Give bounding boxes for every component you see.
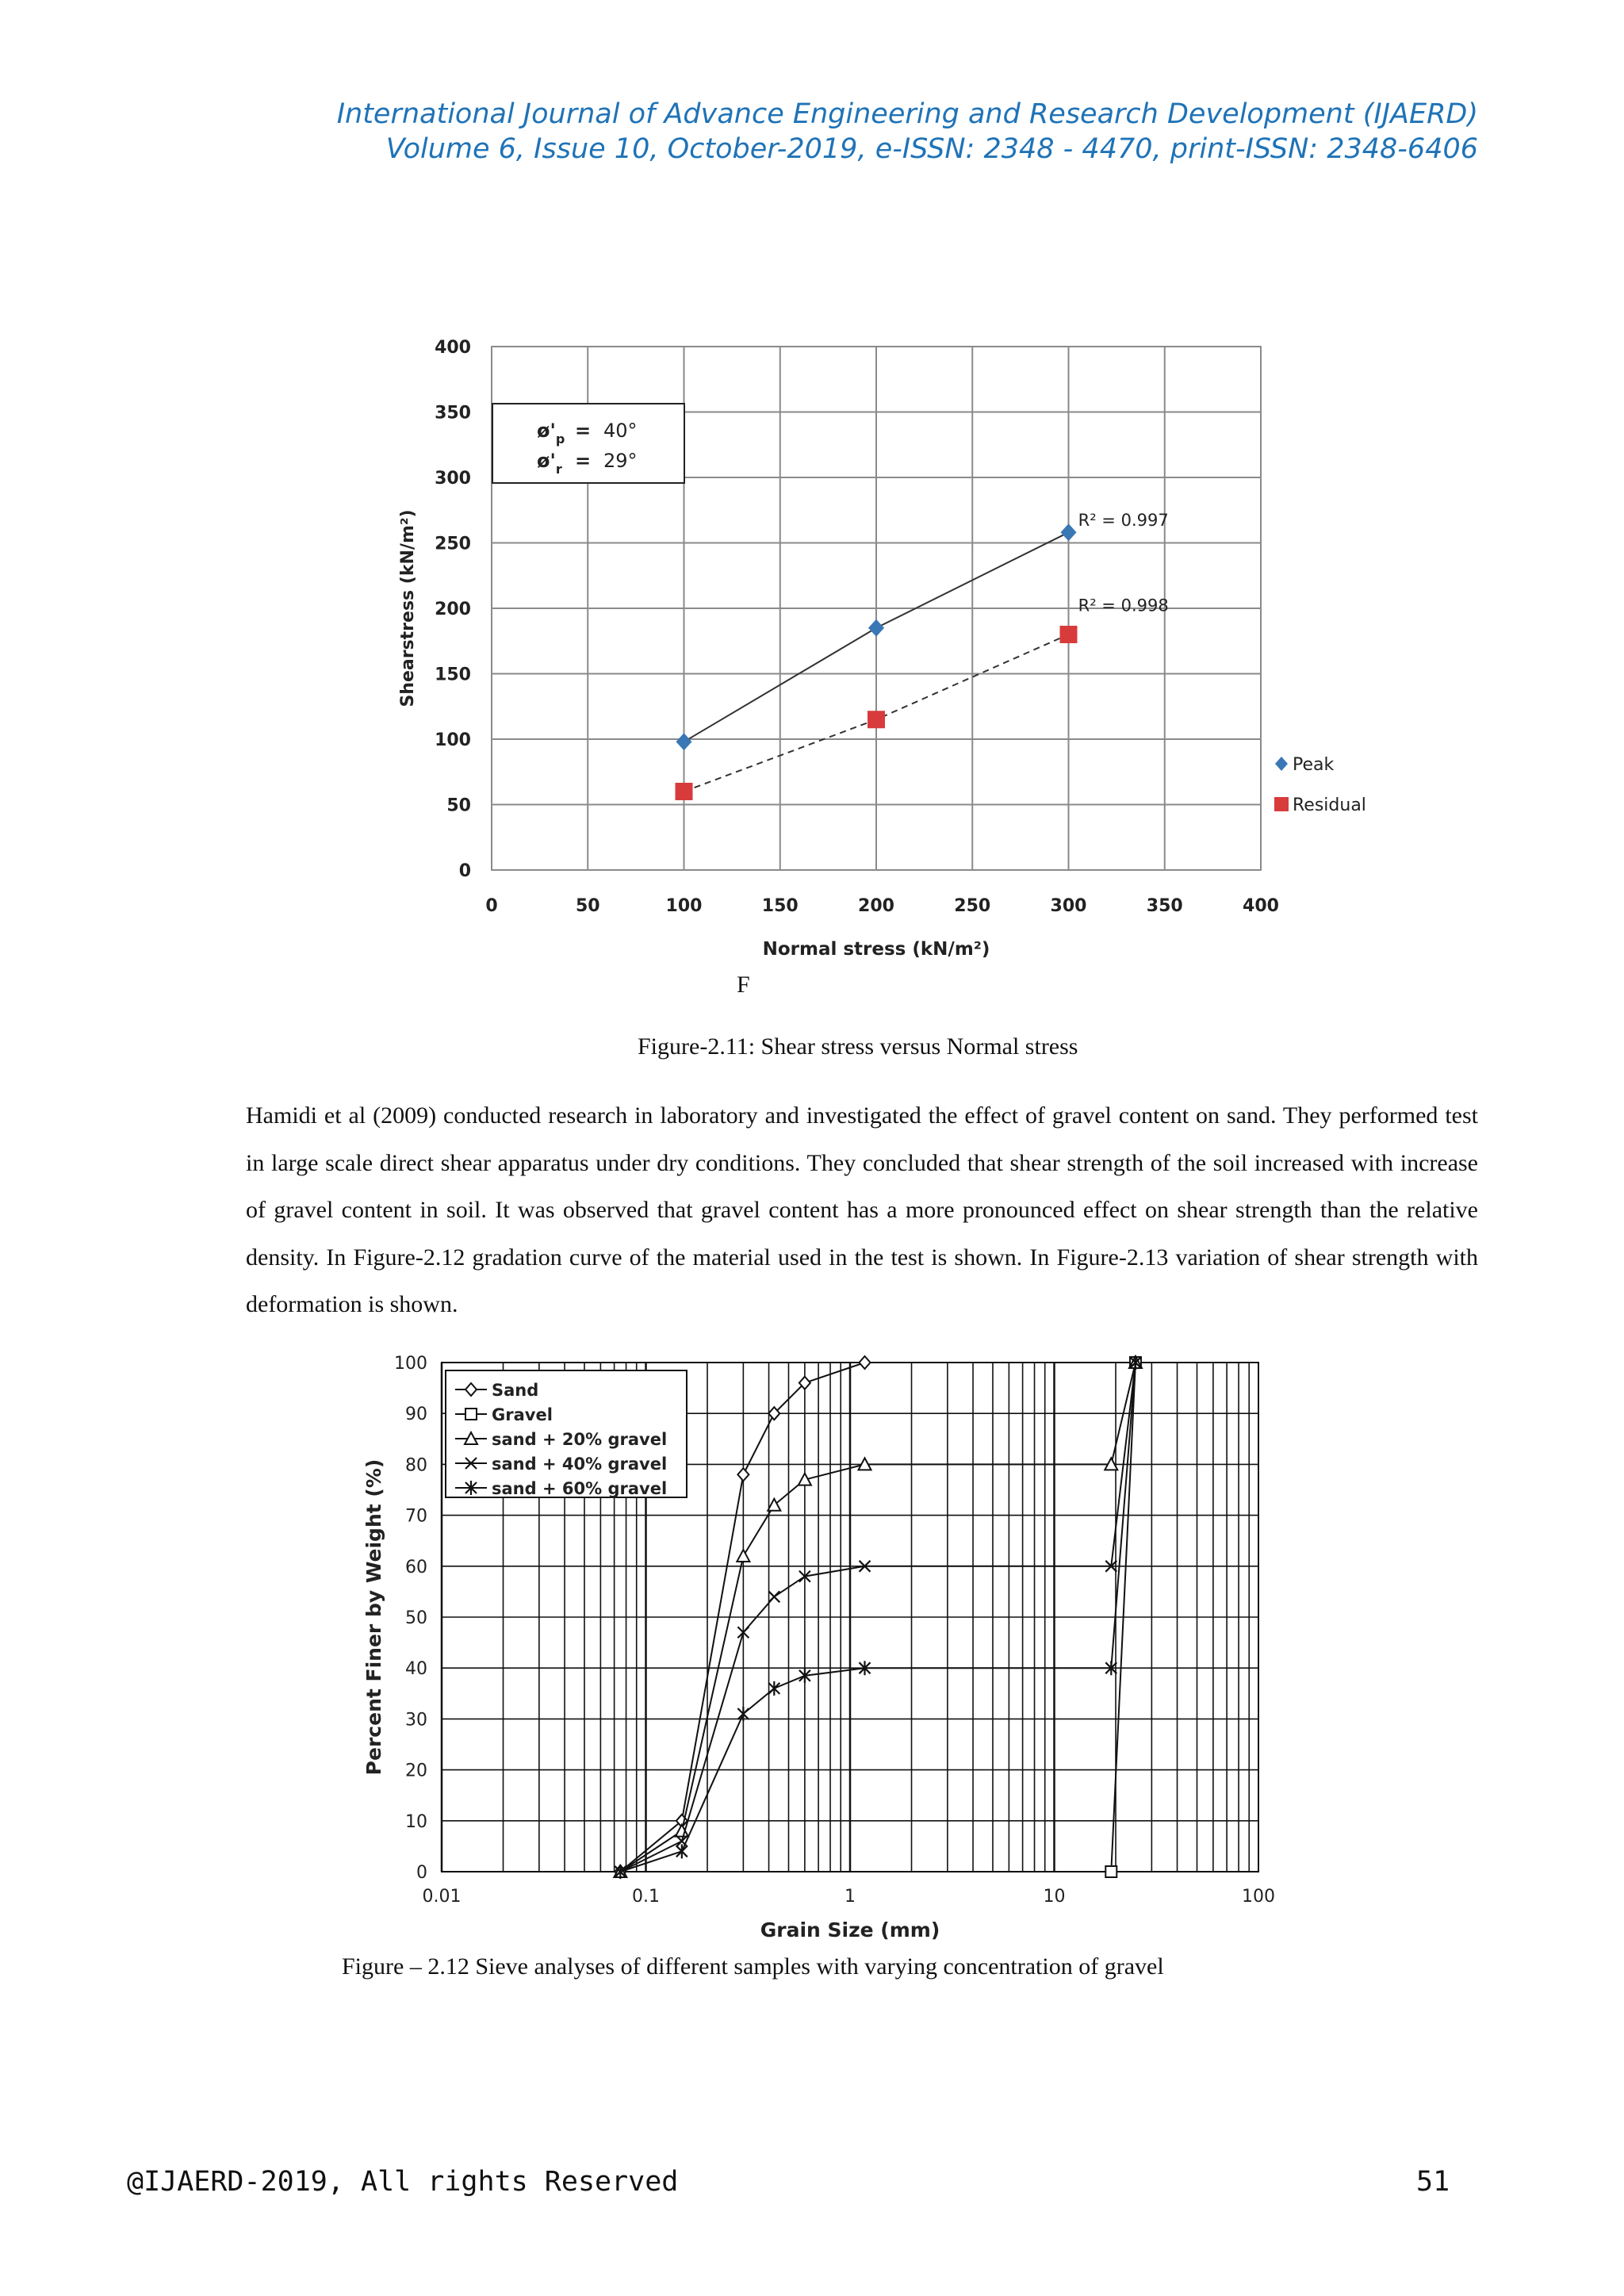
y-tick-label: 100 [435,730,471,750]
x-tick-label: 100 [1242,1887,1275,1907]
gravel-point [1105,1866,1116,1877]
y-tick-label: 90 [405,1405,427,1425]
body-paragraph: Hamidi et al (2009) conducted research in laboratory and investigated the effect of gravel content on sand. They performed test in large scale direct shear apparatus under dry conditions. They concluded that shear strength of the soil increased with increase of gravel content in soil. It was observed that gravel content has a more pronounced effect on shear strength than the relative density. In Figure-2.12 gradation curve of the material used in the test is shown. In Figure-2.13 variation of shear strength with deformation is shown. [246,1102,1478,1317]
y-tick-label: 200 [435,600,471,619]
sand-60-gravel-legend-label: sand + 60% gravel [492,1479,668,1498]
figure-2-caption: Figure – 2.12 Sieve analyses of different samples with varying concentration of gravel [342,1953,1164,1980]
peak-r2-label: R² = 0.997 [1078,511,1169,531]
x-tick-label: 0.1 [632,1887,660,1907]
peak-equals: = [575,420,592,442]
y-tick-label: 70 [405,1506,427,1527]
x-tick-label: 50 [575,896,600,916]
sand-20-gravel-legend-label: sand + 20% gravel [492,1430,668,1449]
x-tick-label: 350 [1146,896,1183,916]
residual-angle-value: 29° [603,450,638,472]
y-tick-label: 50 [405,1608,427,1628]
y-tick-label: 80 [405,1455,427,1476]
figure-1-caption: Figure-2.11: Shear stress versus Normal stress [638,1033,1078,1060]
y-tick-label: 400 [435,338,471,358]
peak-angle-sub: p [555,431,565,447]
y-tick-label: 50 [446,795,471,816]
y-tick-label: 60 [405,1557,427,1577]
y-tick-label: 30 [405,1710,427,1731]
x-tick-label: 1 [845,1887,856,1907]
peak-angle-symbol: $ø'_p$ [537,420,565,447]
y-tick-label: 20 [405,1761,427,1781]
footer-copyright: @IJAERD-2019, All rights Reserved [127,2166,679,2198]
peak-legend-label: Peak [1293,755,1335,775]
peak-angle-value: 40° [603,420,638,442]
residual-r2-label: R² = 0.998 [1078,596,1169,615]
gravel-legend-label: Gravel [492,1405,553,1424]
x-tick-label: 150 [761,896,799,916]
journal-header-line-1: International Journal of Advance Engineering and Research Development (IJAERD) [336,98,1478,130]
journal-header-line-2: Volume 6, Issue 10, October-2019, e-ISSN: 2348 - 4470, print-ISSN: 2348-6406 [385,133,1478,165]
figure-1-stray-letter: F [737,972,750,998]
y-tick-label: 250 [435,534,471,554]
x-tick-label: 100 [665,896,703,916]
y-tick-label: 100 [394,1354,427,1374]
x-tick-label: 250 [954,896,991,916]
residual-angle-symbol: $ø'_r$ [537,450,562,477]
x-axis-title: Grain Size (mm) [760,1918,940,1941]
residual-angle-sub: r [555,462,562,477]
x-axis-title: Normal stress (kN/m²) [762,939,990,960]
page-number: 51 [1416,2166,1450,2198]
x-tick-label: 200 [858,896,894,916]
y-tick-label: 0 [416,1863,427,1883]
y-tick-label: 40 [405,1659,427,1680]
x-tick-label: 10 [1043,1887,1066,1907]
y-tick-label: 300 [435,469,471,489]
x-tick-label: 0.01 [422,1887,462,1907]
y-axis-title: Shearstress (kN/m²) [398,509,418,707]
residual-equals: = [575,450,592,472]
sand-legend-label: Sand [492,1381,539,1400]
sand-40-gravel-legend-label: sand + 40% gravel [492,1455,668,1474]
x-tick-label: 400 [1243,896,1279,916]
y-tick-label: 350 [435,403,471,424]
y-tick-label: 150 [435,665,471,685]
y-axis-title: Percent Finer by Weight (%) [362,1458,385,1776]
residual-legend-label: Residual [1293,795,1366,815]
gravel-legend-marker [465,1409,477,1420]
y-tick-label: 0 [458,861,471,881]
y-tick-label: 10 [405,1811,427,1832]
x-tick-label: 0 [485,896,498,916]
x-tick-label: 300 [1050,896,1087,916]
